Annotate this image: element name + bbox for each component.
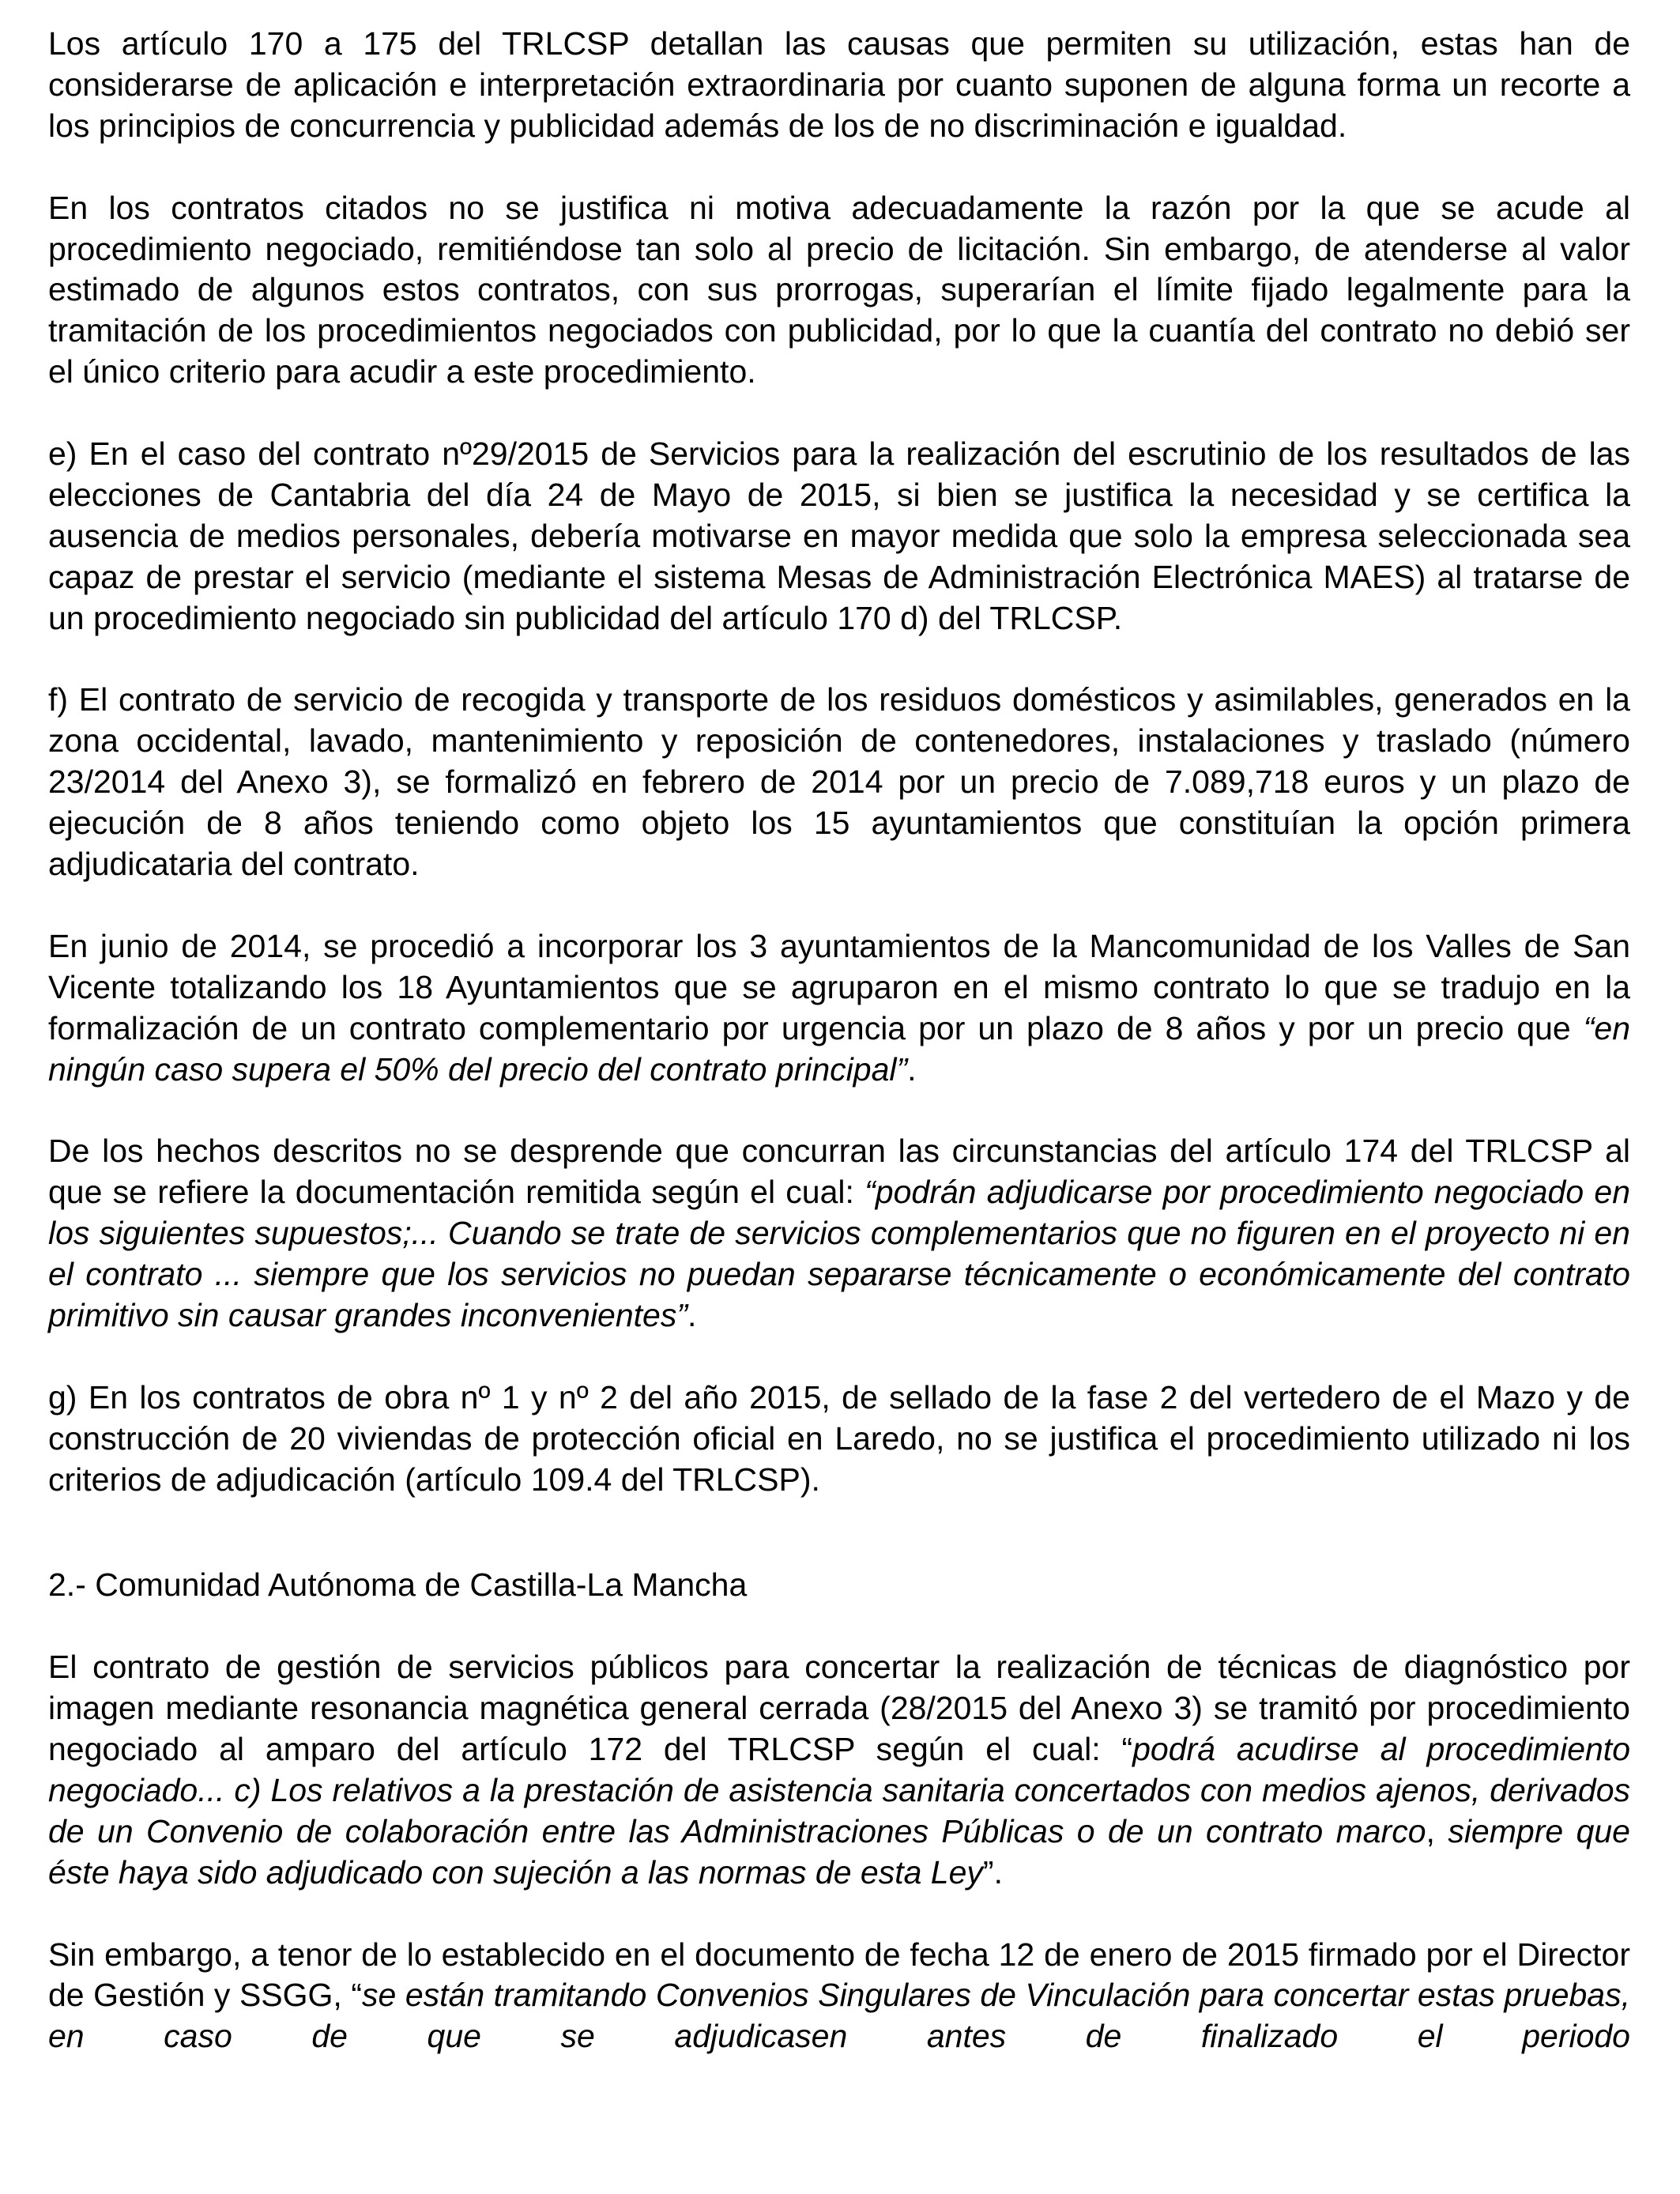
paragraph-gestion-servicios xyxy=(48,1647,1630,1893)
paragraph-text: De los hechos descritos no se desprende que concurran las circunstancias del artículo 174 del TRLCSP al que se refiere la documentación remitida según el cual: xyxy=(48,1133,1630,1211)
quoted-text: “en ningún caso supera el 50% del precio del contrato principal” xyxy=(48,1009,1630,1088)
paragraph-text: Sin embargo, a tenor de lo establecido en el documento de fecha 12 de enero de 2015 firmado por el Director de Gestión y SSGG, “ xyxy=(48,1936,1630,2014)
quoted-text: se están tramitando Convenios Singulares de Vinculación para concertar estas pruebas, en caso de que se adjudicasen antes de finalizado el periodo xyxy=(48,1977,1630,2055)
paragraph-text: . xyxy=(687,1297,697,1334)
paragraph-text: En los contratos citados no se justifica ni motiva adecuadamente la razón por la que se acude al procedimiento negociado, remitiéndose tan solo al precio de licitación. Sin embargo, de atenderse al valor estimado de algunos estos contratos, con sus prorrogas, superarían el límite fijado legalmente para la tramitación de los procedimientos negociados con publicidad, por lo que la cuantía del contrato no debió ser el único criterio para acudir a este procedimiento. xyxy=(48,189,1630,390)
paragraph-text: , xyxy=(1426,1812,1448,1849)
paragraph-text: ”. xyxy=(982,1853,1003,1891)
paragraph-text: e) En el caso del contrato nº29/2015 de Servicios para la realización del escrutinio de los resultados de las elecciones de Cantabria del día 24 de Mayo de 2015, si bien se justifica la necesidad y se certifica la ausencia de medios personales, debería motivarse en mayor medida que solo la empresa seleccionada sea capaz de prestar el servicio (mediante el sistema Mesas de Administración Electrónica MAES) al tratarse de un procedimiento negociado sin publicidad del artículo 170 d) del TRLCSP. xyxy=(48,435,1630,636)
document-page xyxy=(48,24,1630,2057)
paragraph-contracts-cited xyxy=(48,188,1630,394)
paragraph-junio-2014 xyxy=(48,926,1630,1091)
section-heading-castilla-la-mancha: 2.- Comunidad Autónoma de Castilla-La Mancha xyxy=(48,1566,748,1604)
quoted-text: “podrán adjudicarse por procedimiento negociado en los siguientes supuestos;... Cuando se trate de servicios complementarios que no figuren en el proyecto ni en el contrato ... siempre que los servicios no puedan separarse técnicamente o económicamente del contrato primitivo sin causar grandes inconvenientes” xyxy=(48,1174,1630,1334)
paragraph-text: El contrato de gestión de servicios públicos para concertar la realización de técnicas de diagnóstico por imagen mediante resonancia magnética general cerrada (28/2015 del Anexo 3) se tramitó por procedimiento negociado al amparo del artículo 172 del TRLCSP según el cual: “ xyxy=(48,1649,1630,1768)
paragraph-text: g) En los contratos de obra nº 1 y nº 2 del año 2015, de sellado de la fase 2 del vertedero de el Mazo y de construcción de 20 viviendas de protección oficial en Laredo, no se justifica el procedimiento utilizado ni los criterios de adjudicación (artículo 109.4 del TRLCSP). xyxy=(48,1378,1630,1498)
paragraph-sin-embargo xyxy=(48,1935,1630,2058)
paragraph-hechos-descritos xyxy=(48,1131,1630,1336)
quoted-text: siempre que éste haya sido adjudicado con sujeción a las normas de esta Ley xyxy=(48,1812,1630,1891)
paragraph-text: Los artículo 170 a 175 del TRLCSP detallan las causas que permiten su utilización, estas han de considerarse de aplicación e interpretación extraordinaria por cuanto suponen de alguna forma un recorte a los principios de concurrencia y publicidad además de los de no discriminación e igualdad. xyxy=(48,25,1630,144)
spacer xyxy=(48,1541,1630,1565)
paragraph-g-obras xyxy=(48,1378,1630,1501)
paragraph-text: f) El contrato de servicio de recogida y transporte de los residuos domésticos y asimilables, generados en la zona occidental, lavado, mantenimiento y reposición de contenedores, instalaciones y traslado (número 23/2014 del Anexo 3), se formalizó en febrero de 2014 por un precio de 7.089,718 euros y un plazo de ejecución de 8 años teniendo como objeto los 15 ayuntamientos que constituían la opción primera adjudicataria del contrato. xyxy=(48,681,1630,883)
quoted-text: podrá acudirse al procedimiento negociado... c) Los relativos a la prestación de asistencia sanitaria concertados con medios ajenos, derivados de un Convenio de colaboración entre las Administraciones Públicas o de un contrato marco xyxy=(48,1731,1630,1849)
paragraph-f-residuos xyxy=(48,680,1630,885)
paragraph-articles-170-175 xyxy=(48,24,1630,147)
paragraph-e-escrutinio xyxy=(48,434,1630,639)
paragraph-text: En junio de 2014, se procedió a incorporar los 3 ayuntamientos de la Mancomunidad de los Valles de San Vicente totalizando los 18 Ayuntamientos que se agruparon en el mismo contrato lo que se tradujo en la formalización de un contrato complementario por urgencia por un plazo de 8 años y por un precio que xyxy=(48,927,1630,1046)
paragraph-text: . xyxy=(907,1050,917,1088)
